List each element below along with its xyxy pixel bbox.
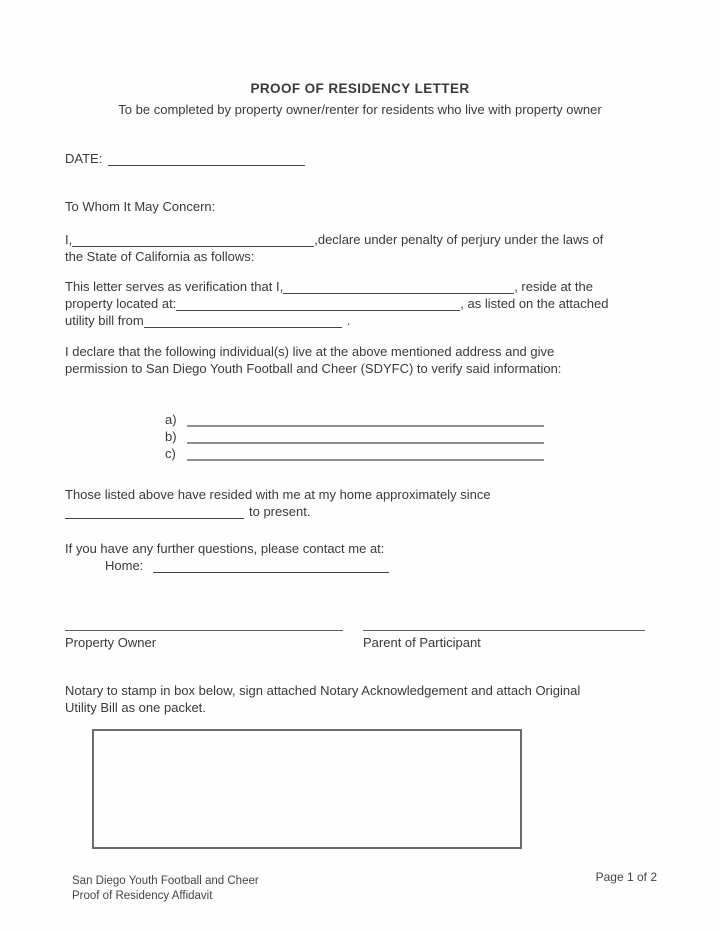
parent-signature-block <box>363 630 645 651</box>
property-owner-label: Property Owner <box>65 635 157 650</box>
perjury-line1-after: ,declare under penalty of perjury under the laws of <box>314 232 604 247</box>
declaration-line2: permission to San Diego Youth Football and Cheer (SDYFC) to verify said information: <box>65 361 562 376</box>
resident-row-c <box>65 445 544 462</box>
resident-label-b: b) <box>165 429 177 444</box>
contact-intro: If you have any further questions, please contact me at: <box>65 541 385 556</box>
verification-line3 <box>65 312 608 329</box>
verification-line2 <box>65 295 608 312</box>
footer-org-line2: Proof of Residency Affidavit <box>72 890 213 902</box>
utility-bill-blank-field[interactable] <box>144 316 342 328</box>
notary-instructions <box>65 682 580 716</box>
residents-list <box>65 411 544 462</box>
verification-clause <box>65 278 608 329</box>
declaration-clause <box>65 343 561 377</box>
date-blank-field[interactable] <box>108 154 305 166</box>
property-owner-signature-block <box>65 630 343 651</box>
parent-label: Parent of Participant <box>363 635 481 650</box>
perjury-clause-line2: the State of California as follows: <box>65 249 255 264</box>
verification-line2-before: property located at: <box>65 296 177 311</box>
declaration-line1: I declare that the following individual(s) live at the above mentioned address and give <box>65 344 555 359</box>
home-phone-blank-field[interactable] <box>153 561 389 573</box>
residence-duration-clause <box>65 486 491 520</box>
document-title: PROOF OF RESIDENCY LETTER <box>250 81 470 96</box>
notary-instructions-line2: Utility Bill as one packet. <box>65 700 206 715</box>
declarant-name-blank-field[interactable] <box>72 235 314 247</box>
verification-line2-after: , as listed on the attached <box>460 296 609 311</box>
notary-stamp-box[interactable] <box>92 729 522 849</box>
verification-line3-before: utility bill from <box>65 313 144 328</box>
resident-row-b <box>65 428 544 445</box>
notary-instructions-line1: Notary to stamp in box below, sign attached Notary Acknowledgement and attach Original <box>65 683 581 698</box>
salutation: To Whom It May Concern: <box>65 199 216 214</box>
footer-organization <box>72 874 259 904</box>
resident-row-a <box>65 411 544 428</box>
verification-line3-after: . <box>346 313 351 328</box>
perjury-clause-line1 <box>65 231 603 248</box>
verification-line1-after: , reside at the <box>514 279 593 294</box>
duration-line2 <box>65 503 491 520</box>
page-indicator: Page 1 of 2 <box>595 870 657 884</box>
duration-line1: Those listed above have resided with me at my home approximately since <box>65 487 491 502</box>
date-label: DATE: <box>65 151 103 166</box>
since-date-blank-field[interactable] <box>65 507 244 519</box>
signature-section <box>65 630 645 651</box>
resident-c-blank-field[interactable] <box>187 449 544 461</box>
document-subtitle: To be completed by property owner/renter for residents who live with property owner <box>118 102 602 117</box>
date-row <box>65 150 305 167</box>
contact-block <box>65 540 389 574</box>
perjury-clause <box>65 231 603 265</box>
verification-line1 <box>65 278 608 295</box>
duration-line2-after: to present. <box>249 504 311 519</box>
property-address-blank-field[interactable] <box>176 299 460 311</box>
resident-a-blank-field[interactable] <box>187 415 544 427</box>
home-phone-row <box>105 557 389 574</box>
verification-line1-before: This letter serves as verification that I, <box>65 279 284 294</box>
footer-org-line1: San Diego Youth Football and Cheer <box>72 875 259 887</box>
resident-label-a: a) <box>165 412 177 427</box>
document-header <box>0 80 720 118</box>
home-phone-label: Home: <box>105 558 144 573</box>
perjury-line1-before: I, <box>65 232 73 247</box>
resident-b-blank-field[interactable] <box>187 432 544 444</box>
resident-name-blank-field[interactable] <box>283 282 514 294</box>
resident-label-c: c) <box>165 446 176 461</box>
